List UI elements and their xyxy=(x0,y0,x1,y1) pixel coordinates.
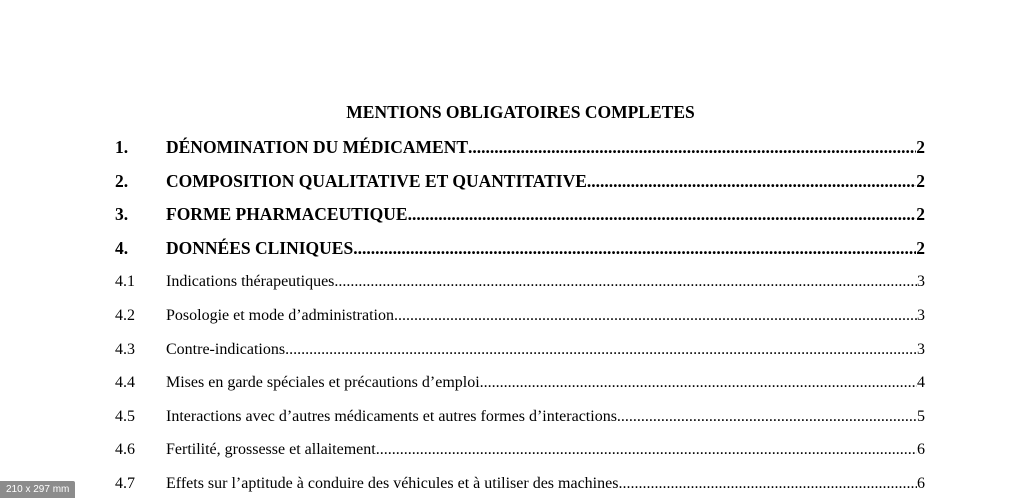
toc-entry-number: 2. xyxy=(115,171,129,191)
toc-entry-title: Indications thérapeutiques xyxy=(166,273,335,290)
toc-entry[interactable] xyxy=(115,204,925,228)
toc-entry-number: 4.6 xyxy=(115,441,135,458)
toc-dot-leader xyxy=(353,238,916,259)
toc-entry-page: 3 xyxy=(917,273,925,290)
toc-entry-title: Effets sur l’aptitude à conduire des véhicules et à utiliser des machines xyxy=(166,475,619,492)
toc-entry[interactable] xyxy=(115,408,925,432)
toc-entry-number: 4.1 xyxy=(115,273,135,290)
toc-dot-leader xyxy=(617,408,917,426)
document-title: MENTIONS OBLIGATOIRES COMPLETES xyxy=(346,102,695,122)
toc-dot-leader xyxy=(587,171,916,192)
toc-dot-leader xyxy=(468,137,916,158)
toc-entry-page: 2 xyxy=(916,171,925,191)
toc-dot-leader xyxy=(408,204,917,225)
toc-entry-title: DONNÉES CLINIQUES xyxy=(166,238,354,258)
toc-dot-leader xyxy=(376,441,917,459)
toc-dot-leader xyxy=(285,341,917,359)
toc-entry-title: Mises en garde spéciales et précautions d’emploi xyxy=(166,374,480,391)
toc-entry-number: 4. xyxy=(115,238,129,258)
toc-entry-title: Posologie et mode d’administration xyxy=(166,307,394,324)
toc-entry-page: 6 xyxy=(917,441,925,458)
toc-dot-leader xyxy=(480,374,917,392)
toc-entry-page: 3 xyxy=(917,307,925,324)
toc-entry-page: 6 xyxy=(917,475,925,492)
toc-entry-number: 4.3 xyxy=(115,341,135,358)
toc-entry[interactable] xyxy=(115,475,925,498)
toc-entry-title: Fertilité, grossesse et allaitement xyxy=(166,441,376,458)
toc-entry-number: 4.5 xyxy=(115,408,135,425)
toc-entry-title: FORME PHARMACEUTIQUE xyxy=(166,204,408,224)
toc-entry[interactable] xyxy=(115,171,925,195)
toc-entry[interactable] xyxy=(115,341,925,365)
toc-entry-number: 4.2 xyxy=(115,307,135,324)
toc-entry[interactable] xyxy=(115,238,925,262)
toc-entry-page: 2 xyxy=(916,238,925,258)
toc-entry-page: 3 xyxy=(917,341,925,358)
toc-entry[interactable] xyxy=(115,137,925,161)
toc-entry-page: 2 xyxy=(916,204,925,224)
toc-entry-number: 4.4 xyxy=(115,374,135,391)
toc-entry-title: Interactions avec d’autres médicaments et autres formes d’interactions xyxy=(166,408,617,425)
toc-entry[interactable] xyxy=(115,307,925,331)
toc-dot-leader xyxy=(394,307,917,325)
toc-entry-page: 4 xyxy=(917,374,925,391)
toc-entry[interactable] xyxy=(115,273,925,297)
toc-entry-number: 4.7 xyxy=(115,475,135,492)
toc-dot-leader xyxy=(334,273,917,291)
toc-dot-leader xyxy=(618,475,917,493)
toc-entry-title: DÉNOMINATION DU MÉDICAMENT xyxy=(166,137,469,157)
page-size-badge: 210 x 297 mm xyxy=(0,481,75,498)
toc-entry-number: 1. xyxy=(115,137,129,157)
toc-entry-page: 2 xyxy=(916,137,925,157)
toc-entry-title: COMPOSITION QUALITATIVE ET QUANTITATIVE xyxy=(166,171,587,191)
toc-entry-title: Contre-indications xyxy=(166,341,286,358)
toc-entry[interactable] xyxy=(115,441,925,465)
toc-entry-page: 5 xyxy=(917,408,925,425)
toc-entry-number: 3. xyxy=(115,204,129,224)
toc-entry[interactable] xyxy=(115,374,925,398)
